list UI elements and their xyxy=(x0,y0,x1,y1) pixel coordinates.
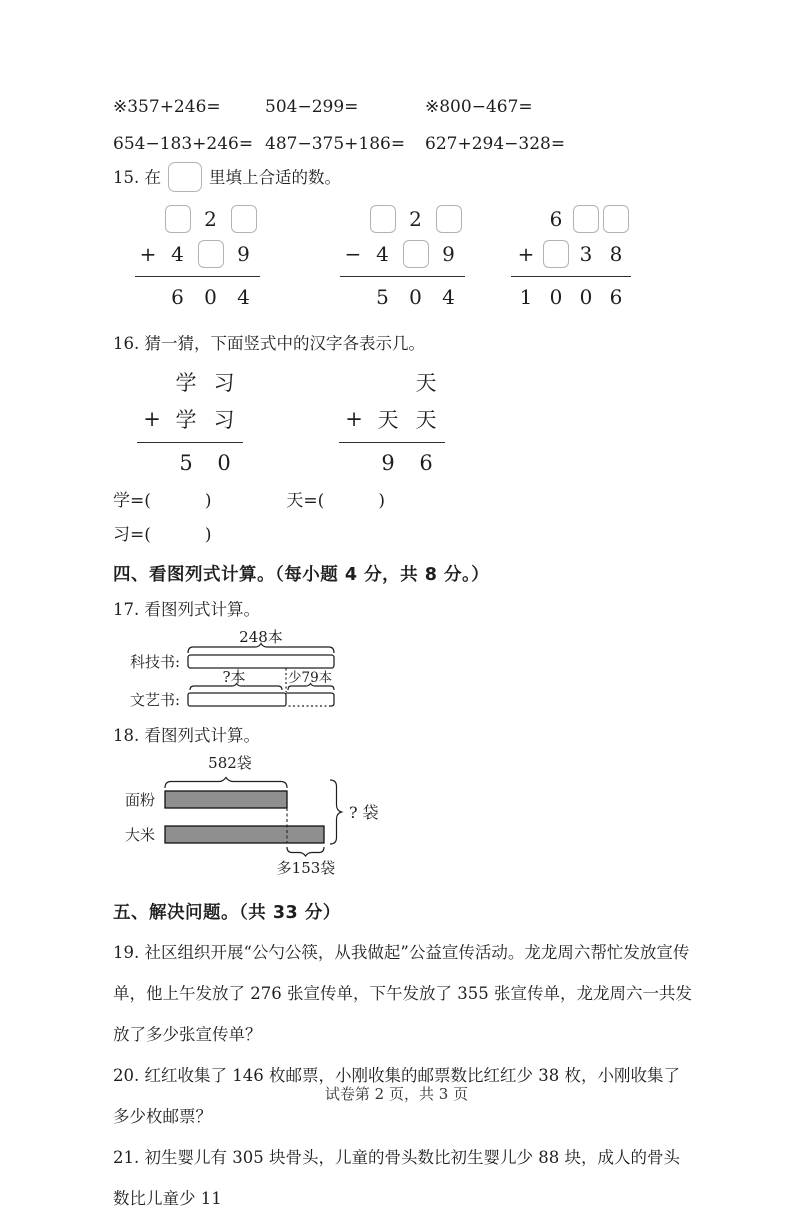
rice-bar xyxy=(165,826,324,843)
answer-blanks-row-2 xyxy=(113,520,693,545)
character: 天 xyxy=(377,408,399,432)
more-brace xyxy=(287,847,324,856)
digit: 4 xyxy=(171,242,184,266)
answer-box xyxy=(231,205,257,233)
digit: 0 xyxy=(204,285,217,309)
question-16-intro: 16. 猜一猜，下面竖式中的汉字各表示几。 xyxy=(113,334,425,353)
digit: 0 xyxy=(217,451,231,475)
character-problem-right xyxy=(339,364,445,480)
digit: 6 xyxy=(419,451,433,475)
vertical-problem-1 xyxy=(135,202,260,314)
vertical-problem-2 xyxy=(340,202,465,314)
expression: ※357+246= xyxy=(113,97,221,117)
plus-operator: + xyxy=(139,242,157,266)
answer-box xyxy=(403,240,429,268)
sum-line xyxy=(339,442,445,443)
minus-operator: − xyxy=(344,242,362,266)
question-17-heading: 17. 看图列式计算。 xyxy=(113,600,260,619)
digit: 6 xyxy=(549,207,563,231)
question-15-text-after: 里填上合适的数。 xyxy=(209,168,341,187)
character-problem-left xyxy=(137,364,243,480)
oral-calc-row-2 xyxy=(113,134,693,154)
answer-box xyxy=(168,162,202,192)
vertical-problem-3 xyxy=(511,202,631,314)
character: 天 xyxy=(415,408,437,432)
vertical-problems-row xyxy=(113,202,693,314)
total-unknown-label: ? 袋 xyxy=(349,803,379,822)
part-brace xyxy=(190,684,282,691)
answer-blank-xue: 学=( ) xyxy=(113,491,212,511)
digit: 5 xyxy=(179,451,193,475)
digit: 3 xyxy=(579,242,593,266)
digit: 0 xyxy=(579,285,593,309)
question-20: 20. 红红收集了 146 枚邮票，小刚收集的邮票数比红红少 38 枚，小刚收集了多少枚邮票？ xyxy=(113,1066,680,1126)
plus-operator: + xyxy=(517,242,535,266)
character: 学 xyxy=(175,408,197,432)
digit: 2 xyxy=(409,207,422,231)
character: 学 xyxy=(175,371,197,395)
answer-box xyxy=(165,205,191,233)
digit: 0 xyxy=(549,285,563,309)
sum-line xyxy=(137,442,243,443)
sum-line xyxy=(511,276,631,277)
science-books-label: 科技书: xyxy=(130,653,181,671)
answer-box xyxy=(543,240,569,268)
word-problems xyxy=(113,932,693,1219)
answer-blanks-row-1 xyxy=(113,486,693,511)
top-brace xyxy=(165,778,287,789)
fewer-by-label: 少79本 xyxy=(288,670,333,686)
character: 天 xyxy=(415,371,437,395)
answer-box xyxy=(573,205,599,233)
total-brace xyxy=(330,780,342,844)
digit: 4 xyxy=(442,285,455,309)
section-5-heading: 五、解决问题。（共 33 分） xyxy=(113,903,341,923)
digit: 4 xyxy=(237,285,250,309)
question-18-heading: 18. 看图列式计算。 xyxy=(113,726,260,745)
digit: 2 xyxy=(204,207,217,231)
rice-label: 大米 xyxy=(125,826,156,844)
answer-blank-xi: 习=( ) xyxy=(113,525,212,545)
plus-operator: + xyxy=(143,407,161,431)
more-by-label: 多153袋 xyxy=(276,859,336,877)
digit: 9 xyxy=(381,451,395,475)
question-15-text: 15. 在 xyxy=(113,168,161,187)
answer-box xyxy=(436,205,462,233)
oral-calc-row-1 xyxy=(113,97,693,117)
digit: 6 xyxy=(609,285,623,309)
digit: 9 xyxy=(442,242,455,266)
q18-bar-diagram xyxy=(113,752,413,887)
sum-line xyxy=(135,276,260,277)
literature-books-bar-dotted-extension xyxy=(286,693,334,706)
expression: 504−299= xyxy=(265,97,359,117)
section-4-heading: 四、看图列式计算。（每小题 4 分，共 8 分。） xyxy=(113,565,490,585)
answer-blank-tian: 天=( ) xyxy=(286,491,385,511)
expression: 654−183+246= xyxy=(113,134,254,154)
science-books-bar xyxy=(188,655,334,668)
question-19: 19. 社区组织开展“公勺公筷，从我做起”公益宣传活动。龙龙周六帮忙发放宣传单，他上午发放了 276 张宣传单，下午发放了 355 张宣传单，龙龙周六一共发放了多少张宣传单？ xyxy=(113,943,692,1044)
flour-label: 面粉 xyxy=(125,791,156,809)
sum-line xyxy=(340,276,465,277)
digit: 8 xyxy=(609,242,623,266)
expression: 627+294−328= xyxy=(425,134,566,154)
q17-bar-diagram xyxy=(128,626,478,710)
flour-total-label: 582袋 xyxy=(208,754,252,772)
character: 习 xyxy=(213,408,235,432)
page-footer: 试卷第 2 页，共 3 页 xyxy=(324,1085,469,1103)
literature-books-label: 文艺书: xyxy=(130,691,181,709)
digit: 0 xyxy=(409,285,422,309)
digit: 4 xyxy=(376,242,389,266)
answer-box xyxy=(603,205,629,233)
digit: 1 xyxy=(519,285,533,309)
total-books-label: 248本 xyxy=(239,628,283,646)
flour-bar xyxy=(165,791,287,808)
character-problems-row xyxy=(113,364,693,480)
digit: 5 xyxy=(376,285,389,309)
answer-box xyxy=(370,205,396,233)
unknown-part-label: ?本 xyxy=(222,668,246,686)
digit: 9 xyxy=(237,242,250,266)
expression: ※800−467= xyxy=(425,97,533,117)
digit: 6 xyxy=(171,285,184,309)
question-21: 21. 初生婴儿有 305 块骨头，儿童的骨头数比初生婴儿少 88 块，成人的骨头数比儿童少 11 xyxy=(113,1148,680,1208)
plus-operator: + xyxy=(345,407,363,431)
answer-box xyxy=(198,240,224,268)
character: 习 xyxy=(213,371,235,395)
expression: 487−375+186= xyxy=(265,134,406,154)
question-15-intro xyxy=(113,162,693,192)
literature-books-bar-solid xyxy=(188,693,286,706)
